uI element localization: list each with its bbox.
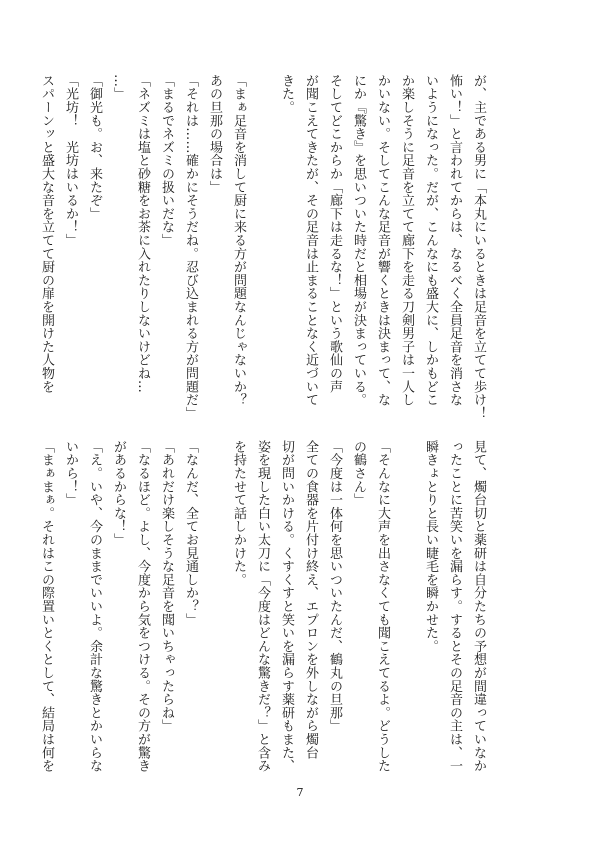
text-line: …」 bbox=[111, 74, 126, 101]
text-line: あの旦那の場合は」 bbox=[207, 74, 222, 194]
upper-text-block bbox=[34, 74, 490, 430]
text-line: を持たせて話しかけた。 bbox=[231, 440, 246, 587]
lower-text-block bbox=[34, 440, 490, 773]
text-line: があるからな！」 bbox=[111, 440, 126, 547]
text-line: 「光坊！ 光坊はいるか！」 bbox=[63, 74, 78, 247]
text-line: の鶴さん」 bbox=[351, 440, 366, 507]
text-line: 「まぁ足音を消して厨に来る方が問題なんじゃないか？ bbox=[231, 74, 246, 407]
text-line: スパーンッと盛大な音を立てて厨の扉を開けた人物を bbox=[39, 74, 54, 394]
text-line: 見て、燭台切と薬研は自分たちの予想が間違っていなか bbox=[471, 440, 486, 773]
text-line: きた。 bbox=[279, 74, 294, 114]
text-line: 切が問いかける。くすくすと笑いを漏らす薬研もまた、 bbox=[279, 440, 294, 773]
text-line: かいない。そしてこんな足音が響くときは決まって、な bbox=[375, 74, 390, 407]
text-line: 「それは……確かにそうだね。忍び込まれる方が問題だ」 bbox=[183, 74, 198, 420]
page-number: 7 bbox=[296, 786, 304, 799]
text-line: 「まるでネズミの扱いだな」 bbox=[159, 74, 174, 247]
text-line bbox=[394, 440, 418, 740]
text-line: いようになった。だが、こんなにも盛大に、しかもどこ bbox=[423, 74, 438, 407]
text-line: が聞こえてきたが、その足音は止まることなく近づいて bbox=[303, 74, 318, 407]
text-line: 「ネズミは塩と砂糖をお茶に入れたりしないけどね… bbox=[135, 74, 150, 394]
text-line: 全ての食器を片付け終え、エプロンを外しながら燭台 bbox=[303, 440, 318, 760]
text-line: ったことに苦笑いを漏らす。するとその足音の主は、一 bbox=[447, 440, 462, 773]
text-line: 「御光も。お、来たぞ」 bbox=[87, 74, 102, 221]
text-line: か楽しそうに足音を立てて廊下を走る刀剣男子は一人し bbox=[399, 74, 414, 407]
text-line: そしてどこからか「廊下は走るな！」という歌仙の声 bbox=[327, 74, 342, 394]
text-line: 「え。いや、今のままでいいよ。余計な驚きとかいらな bbox=[87, 440, 102, 773]
text-line: 「なるほど。よし、今度から気をつける。その方が驚き bbox=[135, 440, 150, 773]
text-line: 姿を現した白い太刀に「今度はどんな驚きだ？」と含み bbox=[255, 440, 270, 773]
text-line: 怖い！」と言われてからは、なるべく全員足音を消さな bbox=[447, 74, 462, 407]
text-line: 「あれだけ楽しそうな足音を聞いちゃったらね」 bbox=[159, 440, 174, 733]
text-line: 「まぁまぁ。それはこの際置いとくとして、結局は何を bbox=[39, 440, 54, 773]
text-line: にか『驚き』を思いついた時だと相場が決まっている。 bbox=[351, 74, 366, 407]
text-line: 「なんだ、全てお見通しか？」 bbox=[183, 440, 198, 627]
text-line: 「そんなに大声を出さなくても聞こえてるよ。どうした bbox=[375, 440, 390, 773]
text-line: 「今度は一体何を思いついたんだ、鶴丸の旦那」 bbox=[327, 440, 342, 733]
text-line: 瞬きょとりと長い睫毛を瞬かせた。 bbox=[423, 440, 438, 653]
text-line bbox=[250, 74, 274, 430]
text-line: いから！」 bbox=[63, 440, 78, 507]
text-line bbox=[202, 440, 226, 740]
text-line: が、主である男に「本丸にいるときは足音を立てて歩け！ bbox=[471, 74, 486, 420]
